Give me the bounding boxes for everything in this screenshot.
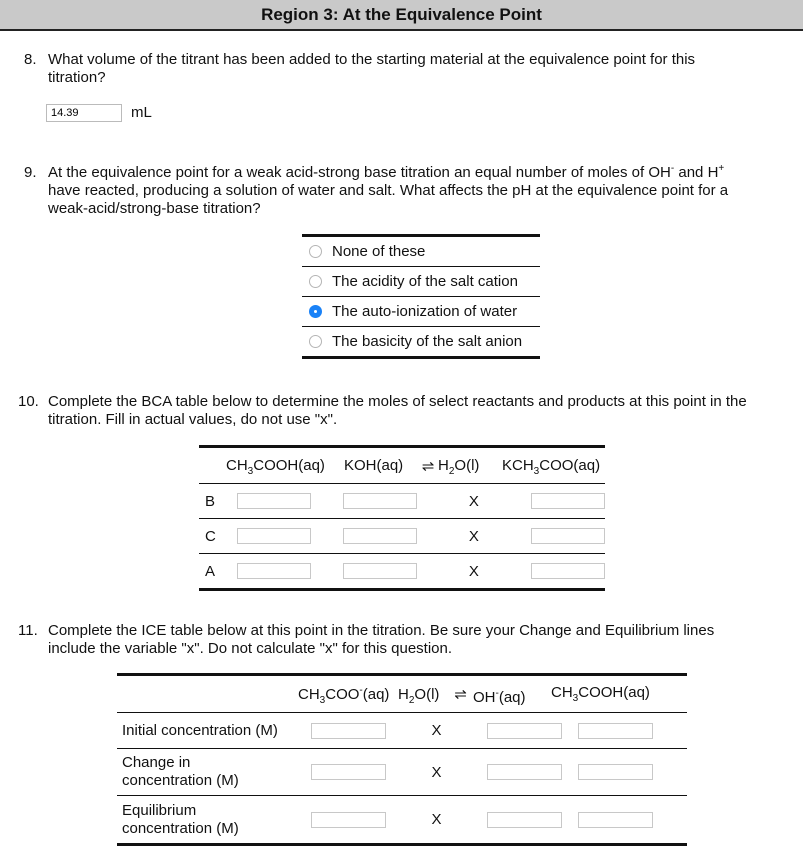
row-label: B xyxy=(205,492,216,510)
bca-after-ch3cooh-input[interactable] xyxy=(237,563,311,579)
volume-unit: mL xyxy=(131,104,152,121)
question-text: At the equivalence point for a weak acid-strong base titration an equal number of moles of OH- and H+ have reacted, producing a solution of water and salt. What affects the pH at the equivalence point for a weak-acid/strong-base titration? xyxy=(48,163,729,217)
radio-button[interactable] xyxy=(309,245,322,258)
question-8 xyxy=(24,51,794,87)
question-9 xyxy=(24,164,794,218)
ice-initial-oh-input[interactable] xyxy=(487,723,562,739)
bca-row-after xyxy=(199,554,605,588)
ice-row-change xyxy=(117,749,687,796)
header-ch3coo-minus: $CH_3COO^-(aq)$ xyxy=(298,684,390,706)
question-text: Complete the ICE table below at this point in the titration. Be sure your Change and Equilibrium lines include the variable "x". Do not calculate "x" for this question. xyxy=(48,622,715,657)
question-10 xyxy=(18,393,788,429)
radio-button[interactable] xyxy=(309,335,322,348)
question-number: 8. xyxy=(24,51,37,68)
header-oh-minus: OH-(aq) xyxy=(473,687,526,706)
row-label: Equilibrium concentration (M) xyxy=(122,801,239,837)
titrant-volume-input[interactable] xyxy=(46,104,122,122)
question-number: 9. xyxy=(24,164,37,181)
h2o-x-mark: X xyxy=(468,492,479,510)
option-none-of-these[interactable] xyxy=(302,237,540,267)
ice-equilibrium-ch3coo-input[interactable] xyxy=(311,812,386,828)
ice-equilibrium-ch3cooh-input[interactable] xyxy=(578,812,653,828)
ice-table xyxy=(117,673,687,846)
bca-change-ch3cooh-input[interactable] xyxy=(237,528,311,544)
ice-row-equilibrium xyxy=(117,796,687,843)
equilibrium-arrow-icon: ⇌ xyxy=(421,457,435,475)
header-kch3coo: $KCH_3COO(aq)$ xyxy=(502,457,601,477)
multiple-choice-options xyxy=(302,234,540,359)
bca-after-kch3coo-input[interactable] xyxy=(531,563,605,579)
h2o-x-mark: X xyxy=(431,763,442,781)
question-number: 10. xyxy=(18,393,39,410)
question-11 xyxy=(18,622,788,658)
header-h2o: $H_2O(l)$ xyxy=(398,685,440,706)
h2o-x-mark: X xyxy=(468,562,479,580)
h2o-x-mark: X xyxy=(431,811,442,828)
question-text: Complete the BCA table below to determine the moles of select reactants and products at this point in the titration. Fill in actual values, do not use "x". xyxy=(48,393,747,428)
ice-row-initial xyxy=(117,713,687,749)
question-text: What volume of the titrant has been added to the starting material at the equivalence point for this titration? xyxy=(48,51,696,86)
ice-change-oh-input[interactable] xyxy=(487,764,562,780)
bca-before-ch3cooh-input[interactable] xyxy=(237,493,311,509)
equilibrium-arrow-icon: ⇌ xyxy=(454,686,467,703)
bca-row-change xyxy=(199,519,605,554)
radio-button-selected[interactable] xyxy=(309,305,322,318)
h2o-x-mark: X xyxy=(431,722,442,739)
region-header xyxy=(0,0,803,31)
row-label: Initial concentration (M) xyxy=(122,722,278,739)
header-ch3cooh: $CH_3COOH(aq)$ xyxy=(226,457,325,477)
bca-change-koh-input[interactable] xyxy=(343,528,417,544)
bca-after-koh-input[interactable] xyxy=(343,563,417,579)
h2o-x-mark: X xyxy=(468,527,479,545)
bca-table xyxy=(199,445,605,591)
option-auto-ionization-water[interactable] xyxy=(302,297,540,327)
ice-header-row xyxy=(117,676,687,713)
bca-header-row xyxy=(199,448,605,484)
ice-initial-ch3coo-input[interactable] xyxy=(311,723,386,739)
option-acidity-salt-cation[interactable] xyxy=(302,267,540,297)
row-label: A xyxy=(205,562,216,580)
header-koh: KOH(aq) xyxy=(344,457,404,474)
ice-equilibrium-oh-input[interactable] xyxy=(487,812,562,828)
ice-change-ch3coo-input[interactable] xyxy=(311,764,386,780)
bca-before-koh-input[interactable] xyxy=(343,493,417,509)
option-basicity-salt-anion[interactable] xyxy=(302,327,540,356)
option-label: The auto-ionization of water xyxy=(332,303,518,320)
bca-before-kch3coo-input[interactable] xyxy=(531,493,605,509)
ice-change-ch3cooh-input[interactable] xyxy=(578,764,653,780)
region-title: Region 3: At the Equivalence Point xyxy=(261,5,542,24)
radio-button[interactable] xyxy=(309,275,322,288)
bca-change-kch3coo-input[interactable] xyxy=(531,528,605,544)
ice-initial-ch3cooh-input[interactable] xyxy=(578,723,653,739)
option-label: The basicity of the salt anion xyxy=(332,333,523,350)
bca-row-before xyxy=(199,484,605,519)
option-label: The acidity of the salt cation xyxy=(332,273,518,290)
question-number: 11. xyxy=(18,622,38,639)
header-ch3cooh: $CH_3COOH(aq)$ xyxy=(551,683,650,704)
row-label: C xyxy=(205,527,216,545)
header-h2o: $H_2O(l)$ xyxy=(438,457,480,477)
row-label: Change in concentration (M) xyxy=(122,754,239,789)
option-label: None of these xyxy=(332,243,426,260)
